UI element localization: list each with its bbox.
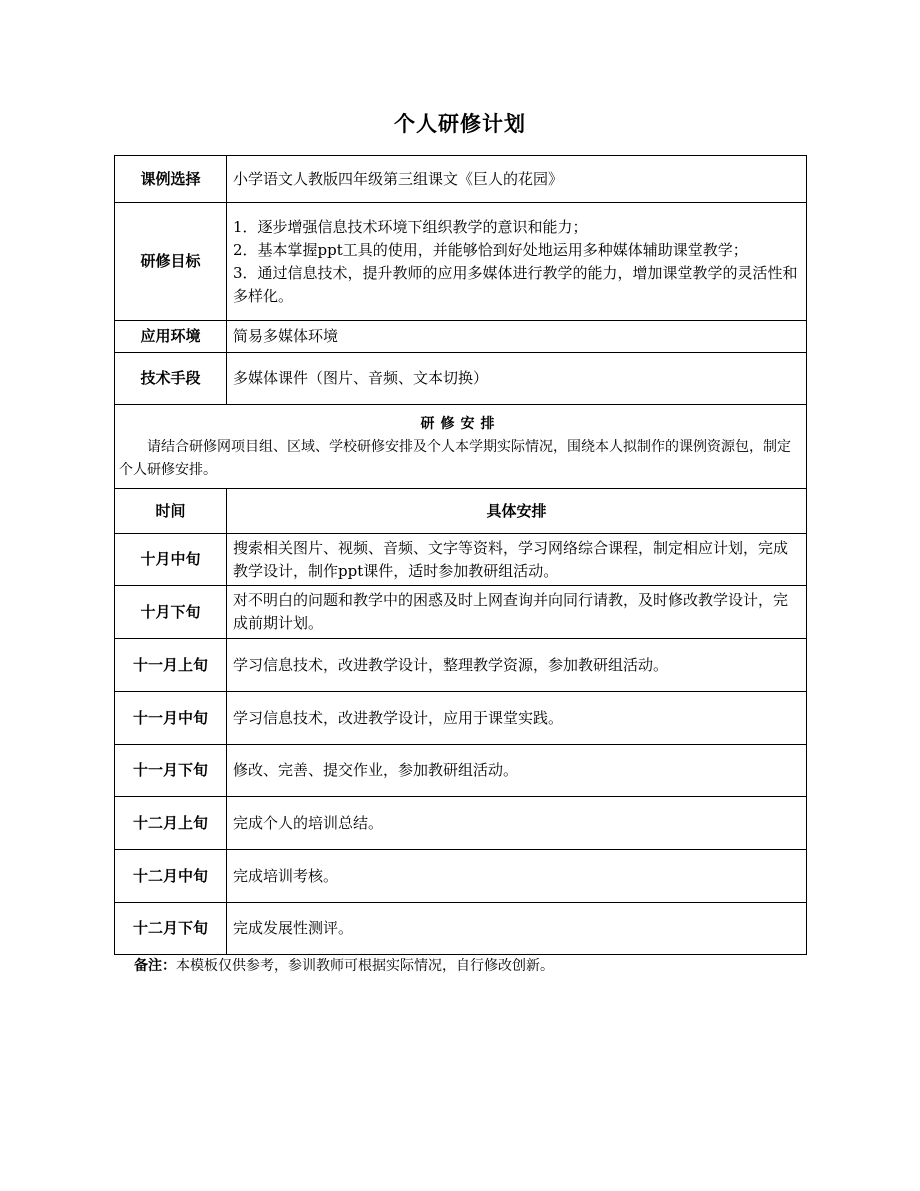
schedule-time: 十月中旬 (115, 534, 227, 586)
plan-table (114, 155, 807, 955)
env-row (115, 321, 807, 353)
schedule-plan: 学习信息技术，改进教学设计，整理教学资源，参加教研组活动。 (227, 639, 807, 692)
schedule-time: 十一月下旬 (115, 745, 227, 797)
goal-list (227, 203, 807, 321)
env-label: 应用环境 (115, 321, 227, 353)
plan-column-header: 具体安排 (227, 489, 807, 534)
arrangement-intro (115, 405, 807, 489)
schedule-row (115, 850, 807, 903)
schedule-row (115, 586, 807, 639)
schedule-time: 十一月中旬 (115, 692, 227, 745)
course-label: 课例选择 (115, 156, 227, 203)
schedule-row (115, 639, 807, 692)
schedule-row (115, 745, 807, 797)
schedule-time: 十二月中旬 (115, 850, 227, 903)
schedule-plan: 搜索相关图片、视频、音频、文字等资料，学习网络综合课程，制定相应计划，完成教学设计，制作ppt课件，适时参加教研组活动。 (227, 534, 807, 586)
schedule-header-row (115, 489, 807, 534)
course-row (115, 156, 807, 203)
arrangement-heading: 研修安排 (420, 415, 501, 432)
schedule-plan: 修改、完善、提交作业，参加教研组活动。 (227, 745, 807, 797)
tech-row (115, 353, 807, 405)
goal-item: 1．逐步增强信息技术环境下组织教学的意识和能力； (233, 217, 588, 236)
schedule-row (115, 903, 807, 955)
schedule-time: 十二月下旬 (115, 903, 227, 955)
schedule-plan: 学习信息技术，改进教学设计，应用于课堂实践。 (227, 692, 807, 745)
goal-label: 研修目标 (115, 203, 227, 321)
tech-label: 技术手段 (115, 353, 227, 405)
goal-row (115, 203, 807, 321)
arrangement-description: 请结合研修网项目组、区域、学校研修安排及个人本学期实际情况，围绕本人拟制作的课例资源包，制定个人研修安排。 (119, 438, 791, 478)
course-value: 小学语文人教版四年级第三组课文《巨人的花园》 (227, 156, 807, 203)
footnote-text: 本模板仅供参考，参训教师可根据实际情况，自行修改创新。 (176, 958, 554, 974)
goal-item: 2．基本掌握ppt工具的使用，并能够恰到好处地运用多种媒体辅助课堂教学； (233, 240, 748, 259)
goal-item: 3．通过信息技术，提升教师的应用多媒体进行教学的能力，增加课堂教学的灵活性和多样化。 (233, 263, 798, 305)
schedule-time: 十二月上旬 (115, 797, 227, 850)
schedule-plan: 完成个人的培训总结。 (227, 797, 807, 850)
tech-value: 多媒体课件（图片、音频、文本切换） (227, 353, 807, 405)
schedule-plan: 对不明白的问题和教学中的困惑及时上网查询并向同行请教，及时修改教学设计，完成前期计划。 (227, 586, 807, 639)
arrangement-intro-row (115, 405, 807, 489)
page-title: 个人研修计划 (394, 112, 526, 136)
schedule-plan: 完成发展性测评。 (227, 903, 807, 955)
schedule-time: 十月下旬 (115, 586, 227, 639)
schedule-row (115, 534, 807, 586)
footnote-label: 备注： (134, 958, 176, 974)
schedule-plan: 完成培训考核。 (227, 850, 807, 903)
schedule-row (115, 692, 807, 745)
time-column-header: 时间 (115, 489, 227, 534)
footnote (134, 955, 554, 975)
schedule-time: 十一月上旬 (115, 639, 227, 692)
env-value: 简易多媒体环境 (227, 321, 807, 353)
schedule-row (115, 797, 807, 850)
